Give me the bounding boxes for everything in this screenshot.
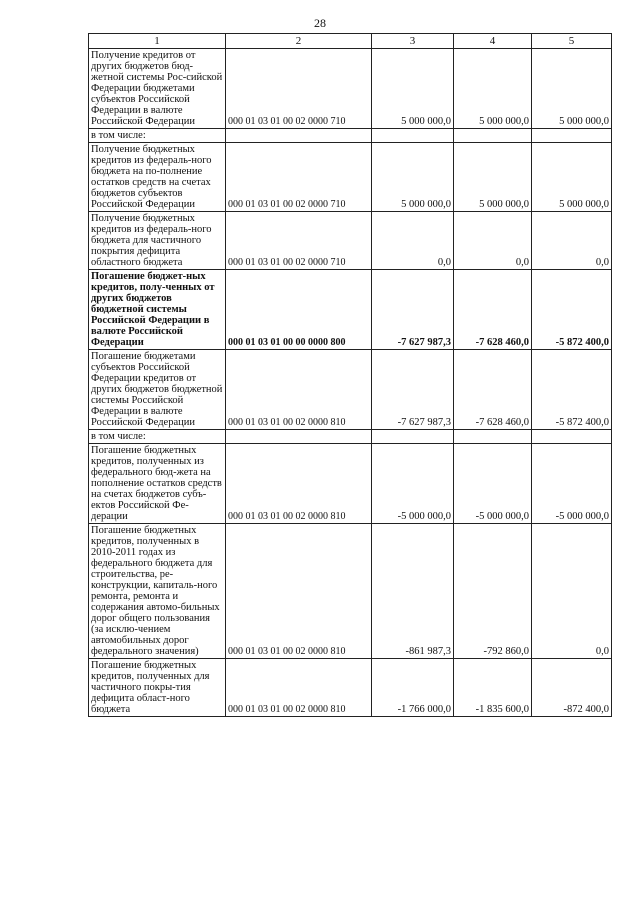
- row-name: Погашение бюджет-ных кредитов, полу-ченных от других бюджетов бюджетной системы Российской Федерации в валюте Российской Федерации: [89, 270, 226, 350]
- value-year-2: 5 000 000,0: [454, 143, 532, 212]
- subheading-row: [89, 430, 612, 444]
- budget-code: 000 01 03 01 00 02 0000 710: [226, 143, 372, 212]
- value-year-1: 0,0: [372, 212, 454, 270]
- page-number: 28: [314, 16, 326, 30]
- row-name: Погашение бюджетных кредитов, полученных для частичного покры-тия дефицита област-ного бюджета: [89, 659, 226, 717]
- empty-cell: [226, 129, 372, 143]
- table-row: [89, 270, 612, 350]
- value-year-3: 5 000 000,0: [532, 49, 612, 129]
- budget-code: 000 01 03 01 00 02 0000 710: [226, 49, 372, 129]
- value-year-2: 0,0: [454, 212, 532, 270]
- empty-cell: [532, 129, 612, 143]
- column-header-3: 3: [372, 34, 454, 49]
- table-row: [89, 49, 612, 129]
- empty-cell: [372, 129, 454, 143]
- subheading-row: [89, 129, 612, 143]
- value-year-1: 5 000 000,0: [372, 143, 454, 212]
- value-year-3: -5 000 000,0: [532, 444, 612, 524]
- column-number-row: [89, 34, 612, 49]
- budget-code: 000 01 03 01 00 02 0000 710: [226, 212, 372, 270]
- value-year-1: 5 000 000,0: [372, 49, 454, 129]
- empty-cell: [454, 430, 532, 444]
- table-row: [89, 212, 612, 270]
- table-body: [89, 49, 612, 717]
- column-header-5: 5: [532, 34, 612, 49]
- column-header-1: 1: [89, 34, 226, 49]
- budget-code: 000 01 03 01 00 02 0000 810: [226, 350, 372, 430]
- table-row: [89, 350, 612, 430]
- budget-code: 000 01 03 01 00 00 0000 800: [226, 270, 372, 350]
- value-year-3: -872 400,0: [532, 659, 612, 717]
- value-year-2: -7 628 460,0: [454, 350, 532, 430]
- value-year-2: 5 000 000,0: [454, 49, 532, 129]
- budget-sources-table: [88, 33, 612, 717]
- value-year-3: -5 872 400,0: [532, 270, 612, 350]
- subheading-label: в том числе:: [89, 430, 226, 444]
- budget-code: 000 01 03 01 00 02 0000 810: [226, 659, 372, 717]
- budget-code: 000 01 03 01 00 02 0000 810: [226, 444, 372, 524]
- value-year-3: -5 872 400,0: [532, 350, 612, 430]
- row-name: Погашение бюджетных кредитов, полученных из федерального бюд-жета на пополнение остатков средств на счетах бюджетов субъ-ектов Российской Фе-дерации: [89, 444, 226, 524]
- value-year-2: -1 835 600,0: [454, 659, 532, 717]
- column-header-4: 4: [454, 34, 532, 49]
- value-year-1: -1 766 000,0: [372, 659, 454, 717]
- value-year-2: -5 000 000,0: [454, 444, 532, 524]
- value-year-2: -7 628 460,0: [454, 270, 532, 350]
- value-year-1: -861 987,3: [372, 524, 454, 659]
- table-row: [89, 524, 612, 659]
- value-year-1: -7 627 987,3: [372, 350, 454, 430]
- table-row: [89, 444, 612, 524]
- row-name: Получение кредитов от других бюджетов бюд-жетной системы Рос-сийской Федерации бюджетами субъектов Российской Федерации в валюте Российской Федерации: [89, 49, 226, 129]
- value-year-1: -5 000 000,0: [372, 444, 454, 524]
- empty-cell: [454, 129, 532, 143]
- value-year-2: -792 860,0: [454, 524, 532, 659]
- row-name: Получение бюджетных кредитов из федераль-ного бюджета на по-полнение остатков средств на счетах бюджетов субъектов Российской Федерации: [89, 143, 226, 212]
- row-name: Погашение бюджетами субъектов Российской Федерации кредитов от других бюджетов бюджетной системы Российской Федерации в валюте Российской Федерации: [89, 350, 226, 430]
- row-name: Погашение бюджетных кредитов, полученных в 2010-2011 годах из федерального бюджета для строительства, ре-конструкции, капиталь-ного ремонта, ремонта и содержания автомо-бильных дорог общего пользования (за исклю-чением автомобильных дорог федерального значения): [89, 524, 226, 659]
- table-row: [89, 143, 612, 212]
- empty-cell: [372, 430, 454, 444]
- value-year-3: 0,0: [532, 212, 612, 270]
- value-year-3: 5 000 000,0: [532, 143, 612, 212]
- value-year-1: -7 627 987,3: [372, 270, 454, 350]
- subheading-label: в том числе:: [89, 129, 226, 143]
- column-header-2: 2: [226, 34, 372, 49]
- row-name: Получение бюджетных кредитов из федераль-ного бюджета для частичного покрытия дефицита областного бюджета: [89, 212, 226, 270]
- empty-cell: [226, 430, 372, 444]
- empty-cell: [532, 430, 612, 444]
- budget-code: 000 01 03 01 00 02 0000 810: [226, 524, 372, 659]
- table-row: [89, 659, 612, 717]
- value-year-3: 0,0: [532, 524, 612, 659]
